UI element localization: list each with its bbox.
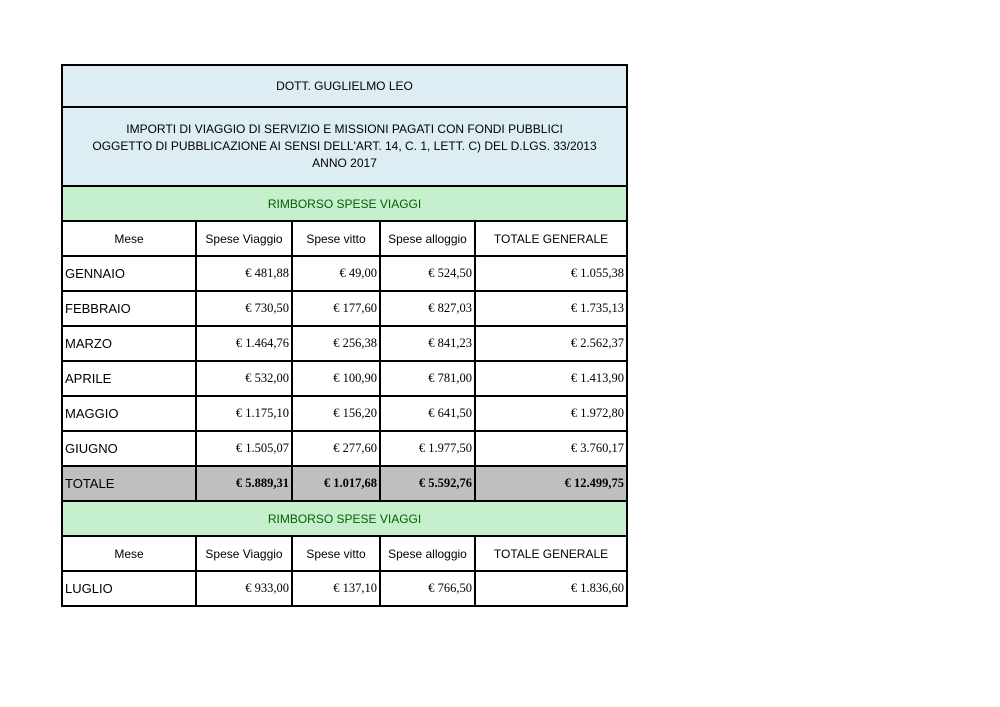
section-heading-row bbox=[62, 186, 627, 221]
month-cell: FEBBRAIO bbox=[62, 291, 196, 326]
food-cell: € 256,38 bbox=[292, 326, 380, 361]
column-header-total: TOTALE GENERALE bbox=[475, 221, 627, 256]
month-cell: MAGGIO bbox=[62, 396, 196, 431]
column-header-row bbox=[62, 536, 627, 571]
total-cell: € 1.413,90 bbox=[475, 361, 627, 396]
description-line-3: ANNO 2017 bbox=[312, 156, 377, 170]
description-line-2: OGGETTO DI PUBBLICAZIONE AI SENSI DELL'ART. 14, C. 1, LETT. C) DEL D.LGS. 33/2013 bbox=[92, 139, 597, 153]
travel-cell: € 1.175,10 bbox=[196, 396, 292, 431]
table-row bbox=[62, 291, 627, 326]
column-header-food: Spese vitto bbox=[292, 536, 380, 571]
column-header-total: TOTALE GENERALE bbox=[475, 536, 627, 571]
totals-label: TOTALE bbox=[62, 466, 196, 501]
section-heading-row bbox=[62, 501, 627, 536]
lodging-cell: € 841,23 bbox=[380, 326, 475, 361]
table-row bbox=[62, 396, 627, 431]
lodging-cell: € 524,50 bbox=[380, 256, 475, 291]
month-cell: GIUGNO bbox=[62, 431, 196, 466]
section-heading: RIMBORSO SPESE VIAGGI bbox=[62, 186, 627, 221]
total-cell: € 1.055,38 bbox=[475, 256, 627, 291]
column-header-lodging: Spese alloggio bbox=[380, 221, 475, 256]
food-cell: € 49,00 bbox=[292, 256, 380, 291]
section-heading: RIMBORSO SPESE VIAGGI bbox=[62, 501, 627, 536]
total-cell: € 1.836,60 bbox=[475, 571, 627, 606]
travel-cell: € 1.505,07 bbox=[196, 431, 292, 466]
travel-cell: € 730,50 bbox=[196, 291, 292, 326]
totals-travel: € 5.889,31 bbox=[196, 466, 292, 501]
table-row bbox=[62, 361, 627, 396]
month-cell: APRILE bbox=[62, 361, 196, 396]
table-row bbox=[62, 431, 627, 466]
total-cell: € 3.760,17 bbox=[475, 431, 627, 466]
travel-cell: € 481,88 bbox=[196, 256, 292, 291]
travel-cell: € 1.464,76 bbox=[196, 326, 292, 361]
total-cell: € 1.972,80 bbox=[475, 396, 627, 431]
travel-cell: € 933,00 bbox=[196, 571, 292, 606]
lodging-cell: € 766,50 bbox=[380, 571, 475, 606]
totals-row bbox=[62, 466, 627, 501]
month-cell: MARZO bbox=[62, 326, 196, 361]
lodging-cell: € 781,00 bbox=[380, 361, 475, 396]
expense-table bbox=[61, 64, 628, 607]
column-header-lodging: Spese alloggio bbox=[380, 536, 475, 571]
column-header-travel: Spese Viaggio bbox=[196, 221, 292, 256]
column-header-food: Spese vitto bbox=[292, 221, 380, 256]
page-title: DOTT. GUGLIELMO LEO bbox=[62, 65, 627, 107]
total-cell: € 1.735,13 bbox=[475, 291, 627, 326]
column-header-month: Mese bbox=[62, 221, 196, 256]
column-header-row bbox=[62, 221, 627, 256]
description-line-1: IMPORTI DI VIAGGIO DI SERVIZIO E MISSIONI PAGATI CON FONDI PUBBLICI bbox=[126, 122, 563, 136]
month-cell: LUGLIO bbox=[62, 571, 196, 606]
food-cell: € 156,20 bbox=[292, 396, 380, 431]
food-cell: € 137,10 bbox=[292, 571, 380, 606]
totals-lodging: € 5.592,76 bbox=[380, 466, 475, 501]
total-cell: € 2.562,37 bbox=[475, 326, 627, 361]
month-cell: GENNAIO bbox=[62, 256, 196, 291]
lodging-cell: € 827,03 bbox=[380, 291, 475, 326]
description-cell bbox=[62, 107, 627, 186]
table-row bbox=[62, 326, 627, 361]
column-header-travel: Spese Viaggio bbox=[196, 536, 292, 571]
food-cell: € 277,60 bbox=[292, 431, 380, 466]
table-row bbox=[62, 256, 627, 291]
lodging-cell: € 1.977,50 bbox=[380, 431, 475, 466]
table-row bbox=[62, 571, 627, 606]
food-cell: € 100,90 bbox=[292, 361, 380, 396]
travel-cell: € 532,00 bbox=[196, 361, 292, 396]
food-cell: € 177,60 bbox=[292, 291, 380, 326]
totals-food: € 1.017,68 bbox=[292, 466, 380, 501]
title-row bbox=[62, 65, 627, 107]
totals-grand: € 12.499,75 bbox=[475, 466, 627, 501]
column-header-month: Mese bbox=[62, 536, 196, 571]
lodging-cell: € 641,50 bbox=[380, 396, 475, 431]
description-row bbox=[62, 107, 627, 186]
